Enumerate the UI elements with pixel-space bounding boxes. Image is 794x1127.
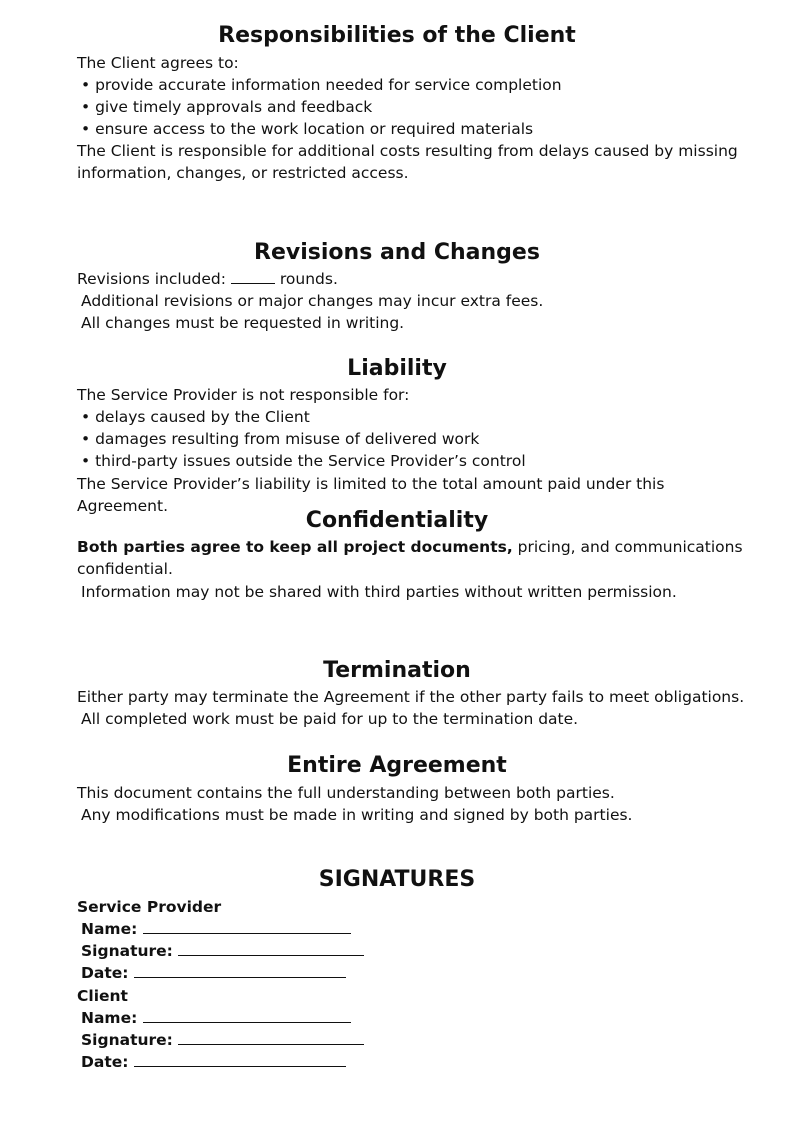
revisions-prefix: Revisions included: [77, 270, 226, 288]
revisions-suffix: rounds. [279, 270, 338, 288]
revisions-line-1 [77, 268, 737, 290]
confidentiality-bold-text: Both parties agree to keep all project documents, [77, 538, 513, 556]
provider-date-label: Date: [81, 964, 129, 982]
provider-name-row [81, 918, 741, 940]
client-signature-field[interactable] [178, 1030, 364, 1045]
section-heading-entire-agreement: Entire Agreement [287, 753, 507, 778]
revisions-line-2: Additional revisions or major changes may incur extra fees. [81, 292, 544, 310]
liability-closing-line-2: Agreement. [77, 497, 169, 515]
termination-line-2: All completed work must be paid for up to the termination date. [81, 710, 579, 728]
client-name-row [81, 1007, 741, 1029]
termination-line-1: Either party may terminate the Agreement if the other party fails to meet obligations. [77, 688, 745, 706]
entire-agreement-line-1: This document contains the full understanding between both parties. [77, 784, 615, 802]
client-date-label: Date: [81, 1053, 129, 1071]
section-heading-revisions: Revisions and Changes [254, 240, 540, 265]
provider-label: Service Provider [77, 898, 222, 916]
provider-signature-row [81, 940, 741, 962]
client-name-field[interactable] [143, 1008, 351, 1023]
client-closing-line-1: The Client is responsible for additional costs resulting from delays caused by missing [77, 142, 738, 160]
client-signature-label: Signature: [81, 1031, 173, 1049]
entire-agreement-line-2: Any modifications must be made in writing and signed by both parties. [81, 806, 633, 824]
revisions-line-3: All changes must be requested in writing. [81, 314, 405, 332]
client-intro: The Client agrees to: [77, 54, 239, 72]
liability-intro: The Service Provider is not responsible for: [77, 386, 410, 404]
client-label: Client [77, 987, 128, 1005]
client-bullet-2: • give timely approvals and feedback [81, 98, 373, 116]
confidentiality-line-3: Information may not be shared with third parties without written permission. [81, 583, 677, 601]
liability-bullet-2: • damages resulting from misuse of delivered work [81, 430, 480, 448]
liability-bullet-1: • delays caused by the Client [81, 408, 310, 426]
provider-date-field[interactable] [134, 963, 346, 978]
provider-signature-label: Signature: [81, 942, 173, 960]
client-date-field[interactable] [134, 1052, 346, 1067]
confidentiality-rest-text: pricing, and communications [512, 538, 743, 556]
client-bullet-1: • provide accurate information needed for service completion [81, 76, 562, 94]
client-name-label: Name: [81, 1009, 138, 1027]
revisions-count-blank[interactable] [231, 269, 275, 284]
provider-signature-field[interactable] [178, 941, 364, 956]
liability-bullet-3: • third-party issues outside the Service Provider’s control [81, 452, 526, 470]
section-heading-termination: Termination [323, 658, 471, 683]
confidentiality-line-1 [77, 536, 743, 558]
section-heading-client-responsibilities: Responsibilities of the Client [218, 23, 576, 48]
confidentiality-line-2: confidential. [77, 560, 173, 578]
provider-name-label: Name: [81, 920, 138, 938]
section-heading-signatures: SIGNATURES [318, 867, 476, 892]
section-heading-confidentiality: Confidentiality [305, 508, 489, 533]
provider-date-row [81, 962, 741, 984]
section-heading-liability: Liability [347, 356, 447, 381]
client-closing-line-2: information, changes, or restricted access. [77, 164, 409, 182]
provider-name-field[interactable] [143, 919, 351, 934]
liability-closing-line-1: The Service Provider’s liability is limited to the total amount paid under this [77, 475, 665, 493]
client-bullet-3: • ensure access to the work location or required materials [81, 120, 534, 138]
client-signature-row [81, 1029, 741, 1051]
client-date-row [81, 1051, 741, 1073]
